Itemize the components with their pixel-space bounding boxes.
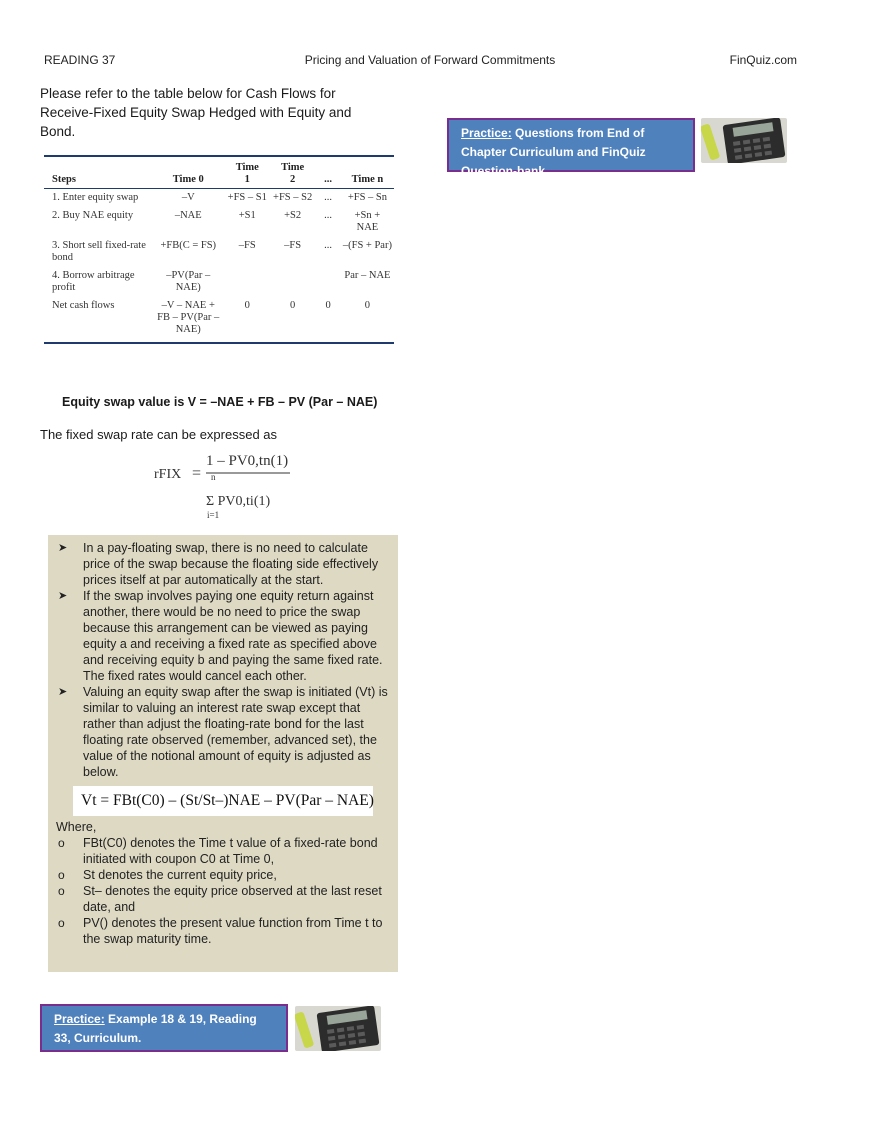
rfix-denominator: Σ PV0,ti(1) bbox=[206, 494, 271, 509]
svg-text:=: = bbox=[192, 465, 202, 482]
table-cell: +FS – S1 bbox=[227, 192, 267, 203]
arrow-bullet-icon: ➤ bbox=[58, 686, 68, 698]
fixed-rate-intro: The fixed swap rate can be expressed as bbox=[40, 427, 278, 442]
practice-label: Practice: bbox=[461, 126, 512, 140]
table-cell: –PV(Par – NAE) bbox=[166, 270, 211, 293]
vt-formula: Vt = FBt(C0) – (St/St–)NAE – PV(Par – NAE) bbox=[73, 786, 373, 816]
table-cell: 4. Borrow arbitrage profit bbox=[52, 270, 135, 293]
table-cell: 1. Enter equity swap bbox=[52, 192, 139, 203]
bullet-text: If the swap involves paying one equity return against another, there would be no need to price the swap because this arrangement can be viewed as paying equity a and receiving a fixed rate as specified above and receiving equity b and paying the same fixed rate. The fixed rates would cancel each other. bbox=[83, 589, 383, 683]
circle-bullet-icon: o bbox=[58, 836, 65, 850]
table-cell: Par – NAE bbox=[344, 270, 391, 281]
rfix-sum-top: n bbox=[211, 472, 216, 482]
bullet-item bbox=[56, 540, 390, 588]
table-cell: +S2 bbox=[284, 210, 302, 221]
table-cell: 0 bbox=[270, 297, 315, 343]
table-cell: +FS – S2 bbox=[273, 192, 313, 203]
practice-box-top[interactable] bbox=[447, 118, 695, 178]
bullet-text: In a pay-floating swap, there is no need to calculate price of the swap because the floating side effectively prices itself at par automatically at the start. bbox=[83, 541, 379, 587]
site-name: FinQuiz.com bbox=[729, 53, 797, 67]
th-time-1: 1 bbox=[225, 174, 270, 189]
table-cell: –FS bbox=[284, 240, 302, 251]
table-cell bbox=[270, 267, 315, 297]
table-cell: 0 bbox=[315, 297, 341, 343]
table-cell: 2. Buy NAE equity bbox=[52, 210, 134, 221]
table-cell: –(FS + Par) bbox=[342, 240, 392, 251]
table-row bbox=[44, 267, 394, 297]
table-cell: +S1 bbox=[238, 210, 256, 221]
definition-item bbox=[56, 835, 390, 867]
table-cell: –NAE bbox=[174, 210, 202, 221]
rfix-lhs: rFIX bbox=[154, 467, 182, 482]
th-time-0: Time 0 bbox=[152, 174, 225, 189]
table-cell: +FS – Sn bbox=[347, 192, 388, 203]
table-cell: Net cash flows bbox=[44, 297, 152, 343]
table-cell bbox=[315, 267, 341, 297]
practice-text: Example 18 & 19, Reading 33, Curriculum. bbox=[54, 1012, 257, 1045]
calculator-icon bbox=[701, 118, 787, 163]
practice-box-bottom[interactable] bbox=[40, 1004, 288, 1052]
table-row bbox=[44, 297, 394, 343]
notes-box bbox=[48, 535, 398, 972]
table-row bbox=[44, 189, 394, 208]
table-cell: ... bbox=[324, 210, 332, 221]
circle-bullet-icon: o bbox=[58, 868, 65, 882]
table-row bbox=[44, 207, 394, 237]
definition-item bbox=[56, 883, 390, 915]
reading-label: READING 37 bbox=[44, 53, 116, 67]
rfix-numerator: 1 – PV0,tn(1) bbox=[206, 453, 289, 469]
th-time-2: 2 bbox=[270, 174, 315, 189]
table-row bbox=[44, 237, 394, 267]
cash-flow-table bbox=[44, 155, 394, 344]
practice-text: Questions from End of Chapter Curriculum and FinQuiz Question-bank bbox=[461, 126, 646, 178]
table-cell: –FS bbox=[238, 240, 256, 251]
table-cell: ... bbox=[324, 240, 332, 251]
rfix-formula bbox=[150, 445, 310, 520]
bullet-item bbox=[56, 588, 390, 684]
definition-item bbox=[56, 915, 390, 947]
definition-text: St– denotes the equity price observed at the last reset date, and bbox=[83, 884, 382, 914]
practice-label: Practice: bbox=[54, 1012, 105, 1026]
circle-bullet-icon: o bbox=[58, 916, 65, 930]
intro-text: Please refer to the table below for Cash Flows for Receive-Fixed Equity Swap Hedged with Equity and Bond. bbox=[40, 86, 352, 139]
chapter-title: Pricing and Valuation of Forward Commitments bbox=[304, 53, 556, 67]
table-cell bbox=[225, 267, 270, 297]
table-cell: +Sn + NAE bbox=[354, 210, 381, 233]
calculator-icon bbox=[295, 1006, 381, 1051]
circle-bullet-icon: o bbox=[58, 884, 65, 898]
rfix-sum-bottom: i=1 bbox=[207, 510, 220, 520]
th-time-1-top: Time bbox=[225, 156, 270, 174]
where-label: Where, bbox=[56, 820, 97, 834]
th-steps: Steps bbox=[44, 174, 152, 189]
equity-swap-value: Equity swap value is V = –NAE + FB – PV (Par – NAE) bbox=[62, 395, 378, 409]
table-cell: 0 bbox=[341, 297, 394, 343]
arrow-bullet-icon: ➤ bbox=[58, 542, 68, 554]
table-cell: ... bbox=[324, 192, 332, 203]
table-cell: –V bbox=[181, 192, 195, 203]
th-time-2-top: Time bbox=[270, 156, 315, 174]
definition-item bbox=[56, 867, 390, 883]
definition-text: PV() denotes the present value function from Time t to the swap maturity time. bbox=[83, 916, 383, 946]
bullet-text: Valuing an equity swap after the swap is initiated (Vt) is similar to valuing an interest rate swap except that rather than adjust the floating-rate bond for the last floating rate observed (remember, advanced set), the value of the notional amount of equity is adjusted as below. bbox=[83, 685, 388, 779]
th-time-n: Time n bbox=[341, 174, 394, 189]
table-cell: +FB(C = FS) bbox=[160, 240, 217, 251]
definition-text: FBt(C0) denotes the Time t value of a fixed-rate bond initiated with coupon C0 at Time 0, bbox=[83, 836, 378, 866]
table-cell: –V – NAE + FB – PV(Par – NAE) bbox=[152, 297, 225, 343]
arrow-bullet-icon: ➤ bbox=[58, 590, 68, 602]
table-cell: 3. Short sell fixed-rate bond bbox=[52, 240, 146, 263]
th-ellipsis: ... bbox=[315, 174, 341, 189]
bullet-item bbox=[56, 684, 390, 780]
definition-text: St denotes the current equity price, bbox=[83, 868, 277, 882]
table-cell: 0 bbox=[225, 297, 270, 343]
